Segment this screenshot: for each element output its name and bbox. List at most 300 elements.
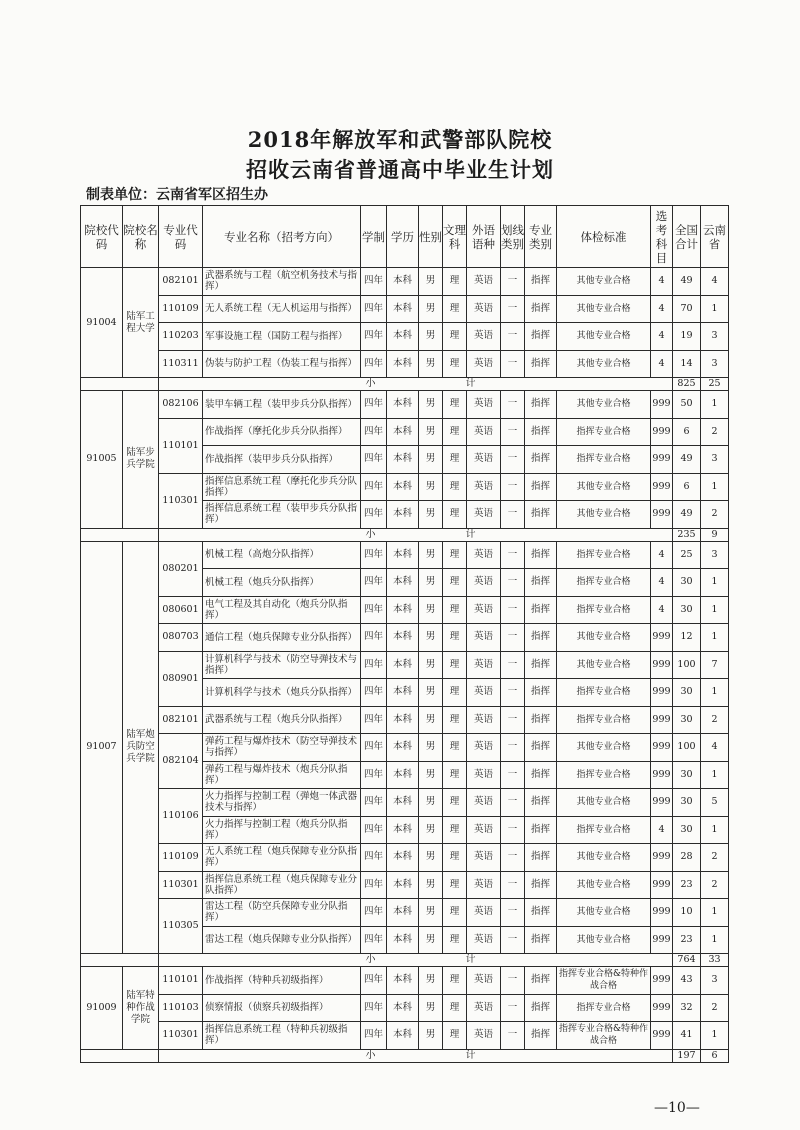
cell-yunnan: 3: [701, 541, 729, 569]
cell-health: 其他专业合格: [557, 501, 651, 529]
cell-type: 指挥: [525, 446, 557, 474]
cell-wenli: 理: [443, 418, 467, 446]
table-row: [81, 323, 729, 351]
header-cell: 院校名称: [123, 206, 159, 268]
cell-wenli: 理: [443, 926, 467, 954]
cell-health: 指挥专业合格: [557, 596, 651, 624]
major-name: 武器系统与工程（炮兵分队指挥）: [203, 706, 361, 734]
major-code: 110203: [159, 323, 203, 351]
cell-wenli: 理: [443, 994, 467, 1022]
cell-line: 一: [501, 706, 525, 734]
cell-line: 一: [501, 926, 525, 954]
cell-elect: 4: [651, 295, 673, 323]
cell-line: 一: [501, 899, 525, 927]
table-row: [81, 899, 729, 927]
cell-yunnan: 1: [701, 679, 729, 707]
cell-lang: 英语: [467, 624, 501, 652]
cell-elect: 999: [651, 994, 673, 1022]
cell-elect: 999: [651, 501, 673, 529]
cell-line: 一: [501, 651, 525, 679]
cell-xueli: 本科: [387, 1022, 419, 1050]
header-cell: 文理科: [443, 206, 467, 268]
school-name: 陆军步兵学院: [123, 391, 159, 529]
cell-elect: 999: [651, 473, 673, 501]
cell-lang: 英语: [467, 789, 501, 817]
cell-type: 指挥: [525, 816, 557, 844]
cell-total: 30: [673, 569, 701, 597]
cell-xuezhi: 四年: [361, 323, 387, 351]
cell-health: 其他专业合格: [557, 473, 651, 501]
cell-wenli: 理: [443, 295, 467, 323]
cell-total: 30: [673, 816, 701, 844]
cell-wenli: 理: [443, 323, 467, 351]
cell-line: 一: [501, 268, 525, 296]
subtotal-blank: [81, 954, 159, 967]
cell-total: 12: [673, 624, 701, 652]
cell-sex: 男: [419, 541, 443, 569]
major-code: 110103: [159, 994, 203, 1022]
cell-xuezhi: 四年: [361, 541, 387, 569]
school-code: 91004: [81, 268, 123, 378]
cell-xuezhi: 四年: [361, 789, 387, 817]
cell-type: 指挥: [525, 1022, 557, 1050]
cell-wenli: 理: [443, 706, 467, 734]
cell-health: 指挥专业合格&特种作战合格: [557, 967, 651, 995]
cell-yunnan: 1: [701, 295, 729, 323]
table-row: [81, 967, 729, 995]
cell-xueli: 本科: [387, 323, 419, 351]
major-name: 装甲车辆工程（装甲步兵分队指挥）: [203, 391, 361, 419]
cell-xuezhi: 四年: [361, 706, 387, 734]
subtotal-yunnan: 25: [701, 378, 729, 391]
cell-wenli: 理: [443, 268, 467, 296]
cell-elect: 999: [651, 899, 673, 927]
cell-health: 指挥专业合格: [557, 541, 651, 569]
cell-total: 49: [673, 268, 701, 296]
table-row: [81, 871, 729, 899]
major-name: 机械工程（高炮分队指挥）: [203, 541, 361, 569]
major-code: 080201: [159, 541, 203, 596]
cell-xuezhi: 四年: [361, 1022, 387, 1050]
cell-elect: 4: [651, 569, 673, 597]
cell-line: 一: [501, 569, 525, 597]
cell-lang: 英语: [467, 816, 501, 844]
cell-elect: 999: [651, 651, 673, 679]
cell-xueli: 本科: [387, 391, 419, 419]
cell-type: 指挥: [525, 501, 557, 529]
major-code: 110301: [159, 473, 203, 528]
school-name: 陆军特种作战学院: [123, 967, 159, 1050]
cell-elect: 999: [651, 418, 673, 446]
cell-wenli: 理: [443, 651, 467, 679]
cell-type: 指挥: [525, 268, 557, 296]
cell-sex: 男: [419, 350, 443, 378]
cell-lang: 英语: [467, 541, 501, 569]
cell-xuezhi: 四年: [361, 679, 387, 707]
cell-yunnan: 3: [701, 323, 729, 351]
cell-lang: 英语: [467, 418, 501, 446]
cell-yunnan: 3: [701, 446, 729, 474]
table-row: [81, 596, 729, 624]
cell-total: 32: [673, 994, 701, 1022]
cell-total: 70: [673, 295, 701, 323]
cell-wenli: 理: [443, 679, 467, 707]
major-name: 军事设施工程（国防工程与指挥）: [203, 323, 361, 351]
cell-type: 指挥: [525, 651, 557, 679]
cell-elect: 999: [651, 706, 673, 734]
major-name: 伪装与防护工程（伪装工程与指挥）: [203, 350, 361, 378]
major-code: 082101: [159, 706, 203, 734]
cell-total: 100: [673, 734, 701, 762]
cell-health: 其他专业合格: [557, 844, 651, 872]
major-name: 指挥信息系统工程（炮兵保障专业分队指挥）: [203, 871, 361, 899]
cell-line: 一: [501, 816, 525, 844]
cell-lang: 英语: [467, 323, 501, 351]
cell-health: 其他专业合格: [557, 734, 651, 762]
table-row: [81, 706, 729, 734]
header-cell: 学制: [361, 206, 387, 268]
cell-elect: 999: [651, 446, 673, 474]
major-code: 080901: [159, 651, 203, 706]
cell-yunnan: 4: [701, 268, 729, 296]
cell-elect: 999: [651, 679, 673, 707]
cell-sex: 男: [419, 679, 443, 707]
cell-line: 一: [501, 473, 525, 501]
cell-yunnan: 5: [701, 789, 729, 817]
cell-xuezhi: 四年: [361, 994, 387, 1022]
cell-yunnan: 3: [701, 350, 729, 378]
cell-wenli: 理: [443, 789, 467, 817]
cell-yunnan: 1: [701, 569, 729, 597]
cell-lang: 英语: [467, 1022, 501, 1050]
cell-xueli: 本科: [387, 569, 419, 597]
table-row: [81, 268, 729, 296]
cell-wenli: 理: [443, 816, 467, 844]
subtotal-yunnan: 9: [701, 528, 729, 541]
cell-health: 其他专业合格: [557, 295, 651, 323]
cell-xuezhi: 四年: [361, 569, 387, 597]
major-name: 计算机科学与技术（炮兵分队指挥）: [203, 679, 361, 707]
cell-elect: 999: [651, 926, 673, 954]
cell-lang: 英语: [467, 569, 501, 597]
cell-sex: 男: [419, 706, 443, 734]
cell-elect: 999: [651, 844, 673, 872]
cell-health: 指挥专业合格: [557, 994, 651, 1022]
cell-xueli: 本科: [387, 679, 419, 707]
cell-line: 一: [501, 871, 525, 899]
cell-sex: 男: [419, 734, 443, 762]
cell-type: 指挥: [525, 350, 557, 378]
major-name: 武器系统与工程（航空机务技术与指挥）: [203, 268, 361, 296]
cell-xuezhi: 四年: [361, 926, 387, 954]
cell-yunnan: 2: [701, 871, 729, 899]
cell-type: 指挥: [525, 967, 557, 995]
cell-elect: 4: [651, 350, 673, 378]
cell-wenli: 理: [443, 734, 467, 762]
school-code: 91009: [81, 967, 123, 1050]
cell-health: 其他专业合格: [557, 268, 651, 296]
cell-elect: 999: [651, 734, 673, 762]
cell-total: 28: [673, 844, 701, 872]
cell-lang: 英语: [467, 994, 501, 1022]
cell-xueli: 本科: [387, 268, 419, 296]
cell-lang: 英语: [467, 501, 501, 529]
cell-xuezhi: 四年: [361, 350, 387, 378]
cell-xueli: 本科: [387, 350, 419, 378]
major-name: 无人系统工程（炮兵保障专业分队指挥）: [203, 844, 361, 872]
cell-lang: 英语: [467, 295, 501, 323]
major-code: 082106: [159, 391, 203, 419]
cell-wenli: 理: [443, 844, 467, 872]
subtotal-label: 小计: [159, 1049, 673, 1062]
cell-wenli: 理: [443, 473, 467, 501]
cell-xuezhi: 四年: [361, 624, 387, 652]
cell-xuezhi: 四年: [361, 418, 387, 446]
cell-elect: 999: [651, 871, 673, 899]
cell-elect: 999: [651, 391, 673, 419]
major-code: 082104: [159, 734, 203, 789]
cell-lang: 英语: [467, 391, 501, 419]
cell-yunnan: 2: [701, 706, 729, 734]
cell-type: 指挥: [525, 596, 557, 624]
cell-xuezhi: 四年: [361, 734, 387, 762]
cell-sex: 男: [419, 501, 443, 529]
subtotal-label: 小计: [159, 954, 673, 967]
cell-xueli: 本科: [387, 816, 419, 844]
major-name: 机械工程（炮兵分队指挥）: [203, 569, 361, 597]
major-name: 指挥信息系统工程（特种兵初级指挥）: [203, 1022, 361, 1050]
cell-health: 指挥专业合格: [557, 706, 651, 734]
cell-xuezhi: 四年: [361, 651, 387, 679]
cell-yunnan: 1: [701, 761, 729, 789]
header-cell: 专业类别: [525, 206, 557, 268]
cell-wenli: 理: [443, 569, 467, 597]
cell-sex: 男: [419, 967, 443, 995]
cell-elect: 4: [651, 596, 673, 624]
cell-line: 一: [501, 350, 525, 378]
header-cell: 划线类别: [501, 206, 525, 268]
cell-type: 指挥: [525, 295, 557, 323]
major-code: 110106: [159, 789, 203, 844]
cell-health: 其他专业合格: [557, 871, 651, 899]
cell-xuezhi: 四年: [361, 871, 387, 899]
table-row: [81, 418, 729, 446]
major-name: 火力指挥与控制工程（弹炮一体武器技术与指挥）: [203, 789, 361, 817]
cell-xueli: 本科: [387, 734, 419, 762]
table-row: [81, 789, 729, 817]
cell-type: 指挥: [525, 734, 557, 762]
cell-elect: 999: [651, 624, 673, 652]
cell-yunnan: 1: [701, 816, 729, 844]
cell-line: 一: [501, 541, 525, 569]
cell-wenli: 理: [443, 350, 467, 378]
cell-xuezhi: 四年: [361, 967, 387, 995]
cell-type: 指挥: [525, 418, 557, 446]
cell-health: 其他专业合格: [557, 651, 651, 679]
cell-elect: 999: [651, 789, 673, 817]
cell-xuezhi: 四年: [361, 596, 387, 624]
cell-sex: 男: [419, 418, 443, 446]
major-code: 110101: [159, 418, 203, 473]
cell-xuezhi: 四年: [361, 391, 387, 419]
cell-xuezhi: 四年: [361, 501, 387, 529]
major-name: 作战指挥（特种兵初级指挥）: [203, 967, 361, 995]
cell-wenli: 理: [443, 624, 467, 652]
subtotal-blank: [81, 378, 159, 391]
cell-line: 一: [501, 295, 525, 323]
table-row: [81, 295, 729, 323]
cell-type: 指挥: [525, 391, 557, 419]
cell-xueli: 本科: [387, 761, 419, 789]
major-name: 弹药工程与爆炸技术（炮兵分队指挥）: [203, 761, 361, 789]
cell-sex: 男: [419, 473, 443, 501]
header-cell: 专业代码: [159, 206, 203, 268]
cell-xueli: 本科: [387, 871, 419, 899]
subtotal-row: [81, 528, 729, 541]
subtotal-total: 764: [673, 954, 701, 967]
major-code: 080703: [159, 624, 203, 652]
subtotal-total: 197: [673, 1049, 701, 1062]
header-cell: 院校代码: [81, 206, 123, 268]
cell-xuezhi: 四年: [361, 761, 387, 789]
cell-lang: 英语: [467, 679, 501, 707]
cell-xueli: 本科: [387, 624, 419, 652]
cell-type: 指挥: [525, 994, 557, 1022]
cell-lang: 英语: [467, 596, 501, 624]
cell-xueli: 本科: [387, 844, 419, 872]
major-code: 080601: [159, 596, 203, 624]
cell-health: 其他专业合格: [557, 899, 651, 927]
cell-lang: 英语: [467, 268, 501, 296]
major-name: 电气工程及其自动化（炮兵分队指挥）: [203, 596, 361, 624]
cell-health: 其他专业合格: [557, 323, 651, 351]
cell-xueli: 本科: [387, 926, 419, 954]
major-code: 110301: [159, 871, 203, 899]
cell-lang: 英语: [467, 761, 501, 789]
major-code: 110301: [159, 1022, 203, 1050]
cell-line: 一: [501, 994, 525, 1022]
cell-health: 指挥专业合格: [557, 816, 651, 844]
cell-elect: 4: [651, 268, 673, 296]
cell-wenli: 理: [443, 1022, 467, 1050]
cell-total: 30: [673, 761, 701, 789]
subtotal-yunnan: 33: [701, 954, 729, 967]
cell-xueli: 本科: [387, 541, 419, 569]
subtotal-label: 小计: [159, 378, 673, 391]
enrollment-plan-table: [80, 205, 729, 1063]
cell-lang: 英语: [467, 350, 501, 378]
cell-xueli: 本科: [387, 596, 419, 624]
cell-type: 指挥: [525, 761, 557, 789]
cell-line: 一: [501, 789, 525, 817]
cell-health: 其他专业合格: [557, 789, 651, 817]
header-cell: 体检标准: [557, 206, 651, 268]
table-row: [81, 350, 729, 378]
cell-wenli: 理: [443, 761, 467, 789]
cell-health: 其他专业合格: [557, 350, 651, 378]
major-name: 作战指挥（装甲步兵分队指挥）: [203, 446, 361, 474]
major-name: 弹药工程与爆炸技术（防空导弹技术与指挥）: [203, 734, 361, 762]
cell-type: 指挥: [525, 323, 557, 351]
cell-yunnan: 3: [701, 967, 729, 995]
cell-type: 指挥: [525, 624, 557, 652]
cell-health: 指挥专业合格: [557, 569, 651, 597]
cell-type: 指挥: [525, 473, 557, 501]
major-code: 082101: [159, 268, 203, 296]
cell-sex: 男: [419, 596, 443, 624]
subtotal-total: 825: [673, 378, 701, 391]
cell-sex: 男: [419, 816, 443, 844]
cell-type: 指挥: [525, 926, 557, 954]
cell-sex: 男: [419, 1022, 443, 1050]
cell-xueli: 本科: [387, 295, 419, 323]
major-name: 作战指挥（摩托化步兵分队指挥）: [203, 418, 361, 446]
major-code: 110311: [159, 350, 203, 378]
cell-sex: 男: [419, 761, 443, 789]
major-code: 110109: [159, 844, 203, 872]
cell-sex: 男: [419, 569, 443, 597]
cell-wenli: 理: [443, 596, 467, 624]
major-name: 指挥信息系统工程（摩托化步兵分队指挥）: [203, 473, 361, 501]
cell-lang: 英语: [467, 899, 501, 927]
header-cell: 云南省: [701, 206, 729, 268]
cell-health: 其他专业合格: [557, 391, 651, 419]
major-code: 110305: [159, 899, 203, 954]
cell-lang: 英语: [467, 706, 501, 734]
cell-type: 指挥: [525, 899, 557, 927]
major-name: 火力指挥与控制工程（炮兵分队指挥）: [203, 816, 361, 844]
header-cell: 选考科目: [651, 206, 673, 268]
cell-elect: 999: [651, 1022, 673, 1050]
cell-lang: 英语: [467, 871, 501, 899]
cell-wenli: 理: [443, 446, 467, 474]
subtotal-total: 235: [673, 528, 701, 541]
cell-line: 一: [501, 679, 525, 707]
cell-health: 指挥专业合格&特种作战合格: [557, 1022, 651, 1050]
cell-wenli: 理: [443, 899, 467, 927]
cell-xueli: 本科: [387, 446, 419, 474]
subtotal-blank: [81, 1049, 159, 1062]
cell-sex: 男: [419, 391, 443, 419]
cell-xueli: 本科: [387, 501, 419, 529]
cell-wenli: 理: [443, 541, 467, 569]
cell-line: 一: [501, 323, 525, 351]
cell-xuezhi: 四年: [361, 844, 387, 872]
cell-type: 指挥: [525, 844, 557, 872]
header-cell: 全国合计: [673, 206, 701, 268]
cell-health: 其他专业合格: [557, 624, 651, 652]
cell-xuezhi: 四年: [361, 816, 387, 844]
cell-xueli: 本科: [387, 994, 419, 1022]
cell-type: 指挥: [525, 871, 557, 899]
cell-xuezhi: 四年: [361, 295, 387, 323]
cell-health: 其他专业合格: [557, 926, 651, 954]
page-title-line1: 2018年解放军和武警部队院校: [247, 127, 553, 152]
subtotal-yunnan: 6: [701, 1049, 729, 1062]
school-name: 陆军炮兵防空兵学院: [123, 541, 159, 954]
cell-yunnan: 1: [701, 1022, 729, 1050]
cell-yunnan: 2: [701, 994, 729, 1022]
cell-lang: 英语: [467, 926, 501, 954]
cell-yunnan: 2: [701, 844, 729, 872]
cell-sex: 男: [419, 789, 443, 817]
school-code: 91007: [81, 541, 123, 954]
cell-lang: 英语: [467, 473, 501, 501]
table-row: [81, 391, 729, 419]
cell-total: 50: [673, 391, 701, 419]
subtotal-row: [81, 378, 729, 391]
cell-type: 指挥: [525, 789, 557, 817]
